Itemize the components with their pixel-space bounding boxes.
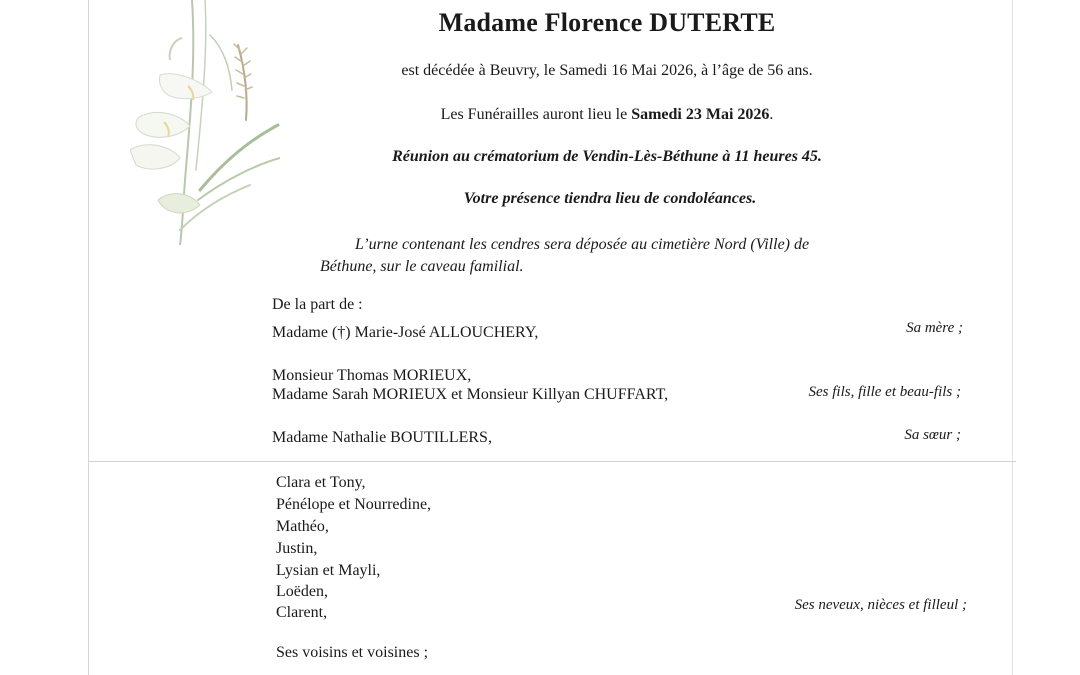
nephew-line: Clarent, [276, 604, 328, 621]
deceased-name [0, 8, 1080, 38]
deceased-name-prefix: Madame Florence [438, 8, 650, 37]
family-neighbors: Ses voisins et voisines ; [276, 644, 429, 661]
funeral-suffix: . [769, 106, 774, 123]
urn-statement-line2: Béthune, sur le caveau familial. [320, 258, 524, 275]
funeral-prefix: Les Funérailles auront lieu le [440, 106, 632, 123]
from-label: De la part de : [272, 296, 363, 313]
death-statement: est décédée à Beuvry, le Samedi 16 Mai 2026, à l’âge de 56 ans. [401, 62, 813, 79]
family-mother-name: Madame (†) Marie-José ALLOUCHERY, [272, 324, 539, 341]
nephew-line: Justin, [276, 540, 318, 557]
reunion-statement: Réunion au crématorium de Vendin-Lès-Béthune à 11 heures 45. [392, 148, 822, 165]
paper-fold-line [88, 461, 1016, 462]
family-sons-relation: Ses fils, fille et beau-fils ; [808, 384, 961, 400]
family-sister-relation: Sa sœur ; [904, 427, 961, 443]
family-nephews-relation: Ses neveux, nièces et filleul ; [794, 597, 967, 613]
nephew-line: Lysian et Mayli, [276, 562, 381, 579]
nephew-line: Pénélope et Nourredine, [276, 496, 432, 513]
nephew-line: Clara et Tony, [276, 474, 366, 491]
funeral-statement [0, 106, 1080, 124]
family-sister-name: Madame Nathalie BOUTILLERS, [272, 429, 492, 446]
page-right-edge [1012, 0, 1013, 675]
urn-statement-line1: L’urne contenant les cendres sera déposée au cimetière Nord (Ville) de [355, 236, 810, 253]
family-mother-relation: Sa mère ; [906, 320, 963, 336]
family-son1-name: Monsieur Thomas MORIEUX, [272, 367, 472, 384]
deceased-surname: DUTERTE [649, 8, 776, 37]
page-left-edge [88, 0, 89, 675]
nephew-line: Mathéo, [276, 518, 329, 535]
funeral-date: Samedi 23 Mai 2026 [631, 106, 770, 123]
nephew-line: Loëden, [276, 583, 328, 600]
family-son2-name: Madame Sarah MORIEUX et Monsieur Killyan CHUFFART, [272, 386, 669, 403]
presence-statement: Votre présence tiendra lieu de condoléances. [463, 190, 757, 207]
